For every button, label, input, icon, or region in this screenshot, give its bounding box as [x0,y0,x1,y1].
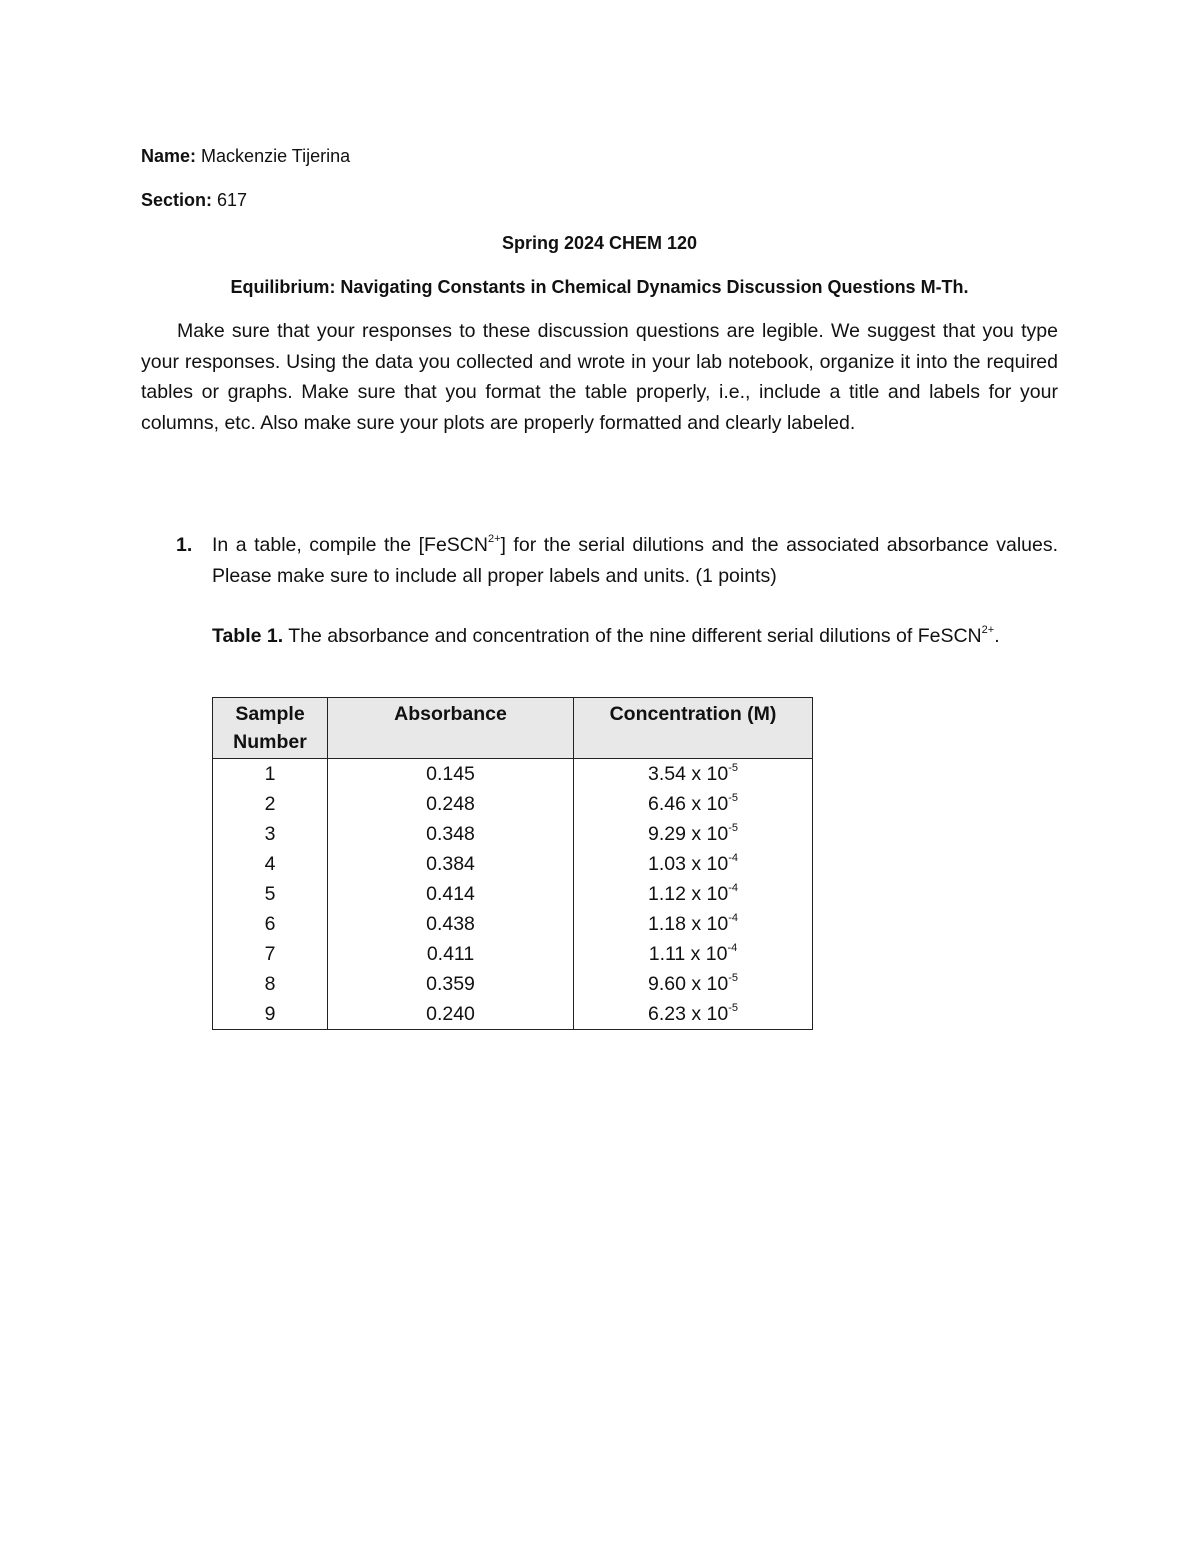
cell-sample-number: 4 [213,849,328,879]
name-line [141,145,350,167]
question-number: 1. [176,534,193,556]
cell-sample-number: 9 [213,999,328,1030]
concentration-exponent: -5 [728,791,738,804]
cell-absorbance: 0.414 [328,879,574,909]
cell-concentration [574,849,813,879]
column-header-sample: Sample Number [213,698,328,759]
section-line [141,189,247,211]
question-1 [176,530,1058,591]
cell-sample-number: 3 [213,819,328,849]
cell-absorbance: 0.348 [328,819,574,849]
concentration-mantissa: 9.60 x 10 [647,973,729,995]
table-caption-end: . [994,625,1000,647]
table-row [213,879,813,909]
cell-concentration [574,969,813,999]
cell-concentration [574,909,813,939]
concentration-exponent: -4 [727,941,738,954]
concentration-exponent: -5 [728,1001,738,1014]
concentration-mantissa: 1.12 x 10 [647,883,729,905]
table-caption [212,621,1058,652]
concentration-mantissa: 9.29 x 10 [647,823,729,845]
concentration-exponent: -5 [728,761,738,774]
cell-concentration [574,879,813,909]
concentration-exponent: -4 [728,911,738,924]
concentration-mantissa: 1.03 x 10 [647,853,729,875]
concentration-mantissa: 6.23 x 10 [647,1003,729,1025]
question-text-start: In a table, compile the [FeSCN [212,534,488,556]
table-caption-label: Table 1. [212,625,284,647]
cell-concentration [574,939,813,969]
table-caption-text: The absorbance and concentration of the nine different serial dilutions of FeSCN [288,625,982,647]
name-value: Mackenzie Tijerina [201,146,351,166]
concentration-mantissa: 3.54 x 10 [647,763,729,785]
data-table [212,697,813,1030]
table-header-row [213,698,813,759]
concentration-exponent: -4 [728,881,738,894]
course-title: Spring 2024 CHEM 120 [501,233,698,253]
cell-absorbance: 0.438 [328,909,574,939]
table-row [213,759,813,790]
table-caption-superscript: 2+ [981,623,995,636]
cell-sample-number: 1 [213,759,328,790]
concentration-exponent: -5 [728,971,738,984]
section-value: 617 [217,190,248,210]
cell-concentration [574,819,813,849]
cell-sample-number: 8 [213,969,328,999]
table-row [213,939,813,969]
question-text [212,530,1058,591]
cell-absorbance: 0.384 [328,849,574,879]
document-title: Equilibrium: Navigating Constants in Chemical Dynamics Discussion Questions M-Th. [230,277,969,297]
concentration-exponent: -5 [728,821,738,834]
cell-sample-number: 6 [213,909,328,939]
table-row [213,909,813,939]
concentration-exponent: -4 [728,851,738,864]
section-label: Section: [141,190,213,210]
cell-absorbance: 0.248 [328,789,574,819]
intro-paragraph: Make sure that your responses to these discussion questions are legible. We suggest that you type your responses. Using the data you collected and wrote in your lab notebook, organize it into the required tables or graphs. Make sure that you format the table properly, i.e., include a title and labels for your columns, etc. Also make sure your plots are properly formatted and clearly labeled. [141,320,1058,434]
concentration-mantissa: 1.18 x 10 [647,913,729,935]
table-row [213,999,813,1030]
table-row [213,789,813,819]
cell-absorbance: 0.411 [328,939,574,969]
cell-absorbance: 0.145 [328,759,574,790]
table-row [213,849,813,879]
cell-concentration [574,999,813,1030]
concentration-mantissa: 6.46 x 10 [647,793,729,815]
question-superscript: 2+ [487,532,501,545]
cell-concentration [574,759,813,790]
question-text-end: ] for the serial dilutions and the associated absorbance values. Please make sure to include all proper labels and units. (1 points) [212,534,1059,587]
cell-absorbance: 0.240 [328,999,574,1030]
cell-sample-number: 5 [213,879,328,909]
cell-absorbance: 0.359 [328,969,574,999]
table-row [213,969,813,999]
cell-sample-number: 2 [213,789,328,819]
name-label: Name: [141,146,197,166]
table-row [213,819,813,849]
cell-concentration [574,789,813,819]
concentration-mantissa: 1.11 x 10 [648,943,728,965]
cell-sample-number: 7 [213,939,328,969]
column-header-concentration: Concentration (M) [574,698,813,759]
column-header-absorbance: Absorbance [328,698,574,759]
